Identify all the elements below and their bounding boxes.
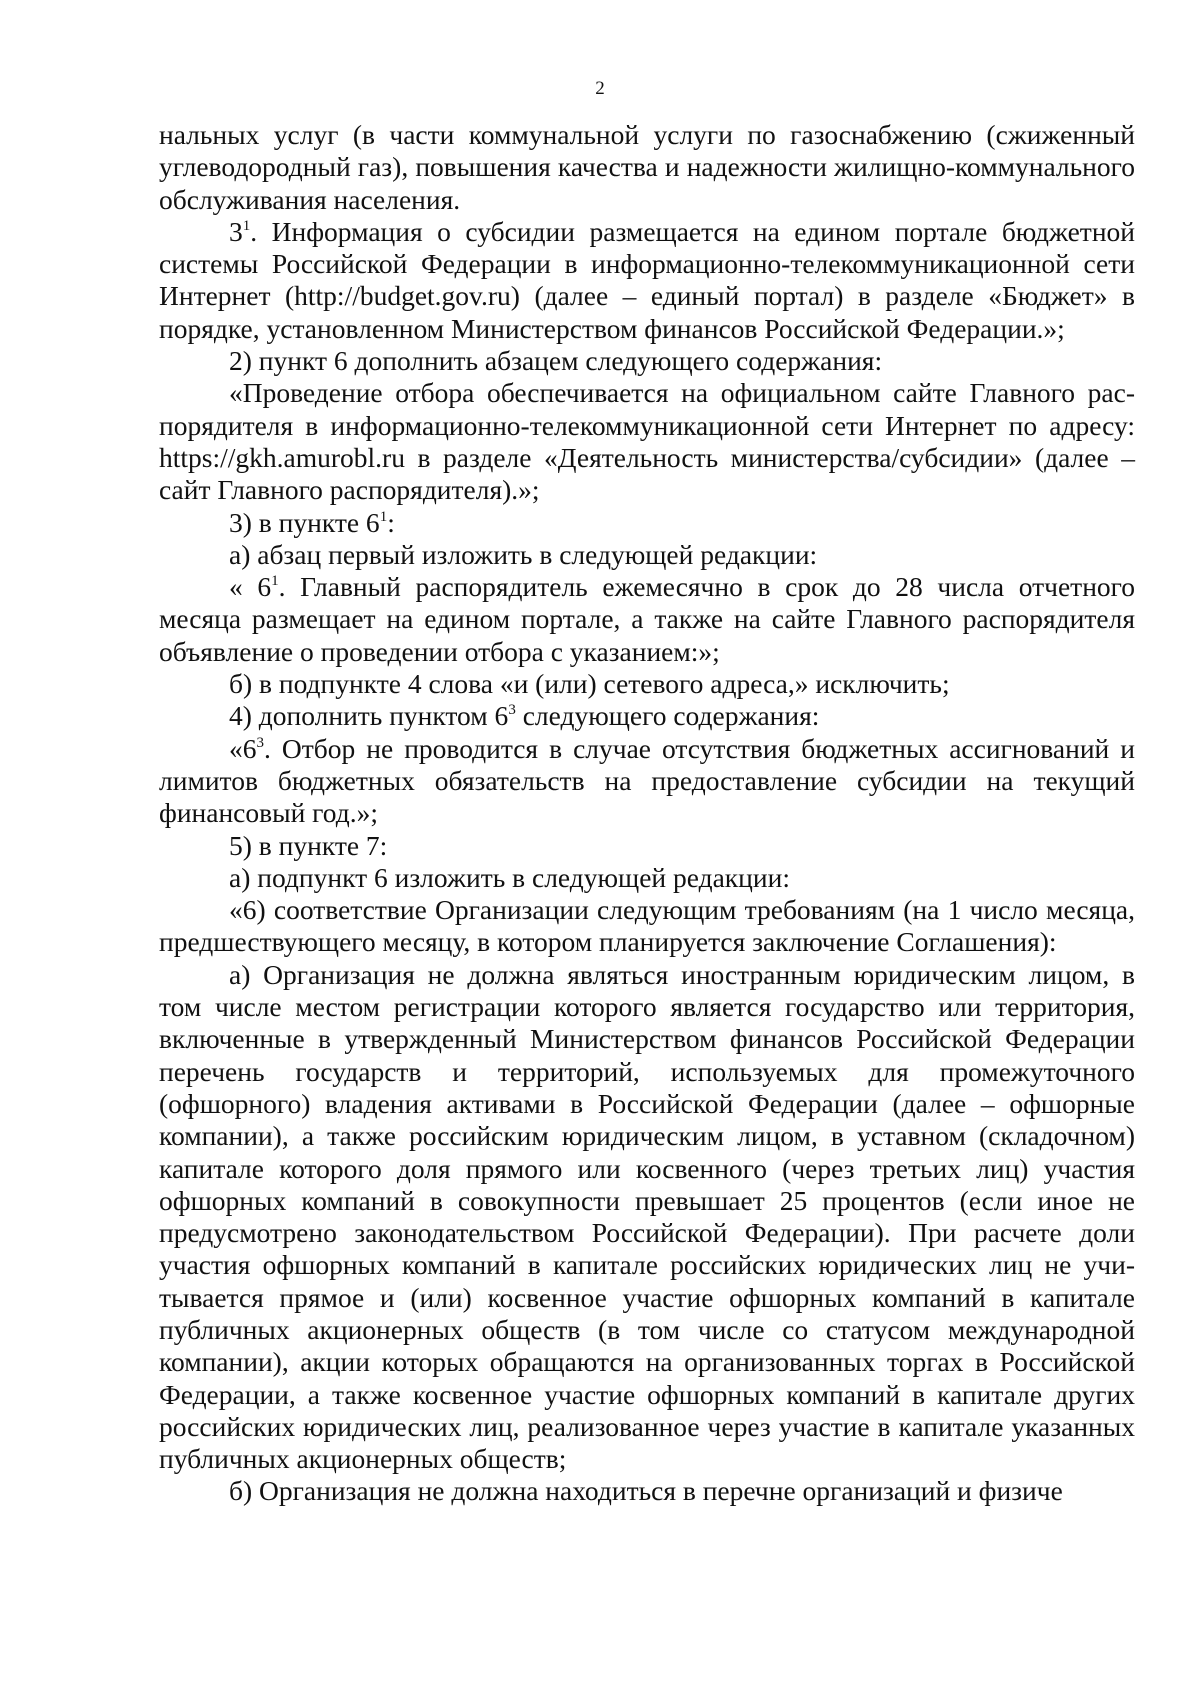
paragraph-continuation: [159, 119, 1135, 216]
paragraph-text: 3: [229, 215, 243, 247]
paragraph-text: «6) соответствие Организации следующим требованиям (на 1 число месяца, предшествующего месяцу, в котором планируется заключение Соглашения):: [159, 894, 1135, 958]
paragraph-subitem-b-2: [159, 1475, 1135, 1507]
paragraph-subitem-a: [159, 539, 1135, 571]
superscript: 3: [256, 734, 264, 751]
document-body: [159, 119, 1135, 1508]
paragraph-text: 5) в пункте 7:: [229, 829, 388, 861]
paragraph-text: :: [387, 506, 395, 538]
paragraph-item-3: [159, 507, 1135, 539]
superscript: 1: [271, 573, 279, 590]
paragraph-text: а) подпункт 6 изложить в следующей редакции:: [229, 861, 790, 893]
paragraph-subitem-b: [159, 668, 1135, 700]
paragraph-clause-6-1: [159, 571, 1135, 668]
paragraph-text: . Информация о субсидии размещается на едином портале бюджетной системы Российской Федерации в информационно-телекоммуникационной сети Интернет (http://budget.gov.ru) (далее – единый портал) в разделе «Бюджет» в порядке, установленном Министерством финансов Российской Федерации.»;: [159, 215, 1135, 344]
paragraph-text: а) абзац первый изложить в следующей редакции:: [229, 538, 818, 570]
paragraph-text: «6: [229, 732, 257, 764]
paragraph-clause-6-3: [159, 733, 1135, 830]
paragraph-text: 3) в пункте 6: [229, 506, 380, 538]
paragraph-text: а) Организация не должна являться иностранным юридическим лицом, в том числе местом регистрации которого является государство или территория, включенные в утвержденный Министерством финансов Российской Федерации перечень государств и территорий, используемых для промежуточного (офшорного) владения активами в Российской Федерации (далее – офшорные компании), а также российским юридическим лицом, в уставном (складочном) капитале которого доля прямого или косвенного (через третьих лиц) участия офшорных компаний в совокупности превышает 25 процентов (если иное не предусмотрено законодательством Российской Федерации). При расчете доли участия офшорных компаний в капитале российских юридических лиц не учитывается прямое и (или) косвенное участие офшорных компаний в капитале публичных акционерных обществ (в том числе со статусом международной компании), акции которых обращаются на организованных торгах в Российской Федерации, а также косвенное участие офшорных компаний в капитале других российских юридических лиц, реализованное через участие в капитале указанных публичных акционерных обществ;: [159, 958, 1135, 1475]
paragraph-clause-3-1: [159, 216, 1135, 345]
paragraph-requirements: [159, 894, 1135, 959]
superscript: 3: [508, 702, 516, 719]
paragraph-text: 4) дополнить пунктом 6: [229, 700, 509, 732]
superscript: 1: [379, 508, 388, 525]
paragraph-text: . Главный распорядитель ежемесячно в срок до 28 числа отчетного месяца размещает на едином портале, а также на сайте Главного распорядителя объявление о проведении отбора с указанием:»;: [159, 571, 1135, 667]
paragraph-text: б) Организация не должна находиться в перечне организаций и физиче: [229, 1475, 1063, 1507]
paragraph-subitem-a-2: [159, 862, 1135, 894]
paragraph-item-5: [159, 830, 1135, 862]
paragraph-text: следующего содержания:: [515, 700, 820, 732]
superscript: 1: [242, 217, 251, 234]
paragraph-text: «Проведение отбора обеспечивается на официальном сайте Главного распорядителя в информационно-телекоммуникационной сети Интернет по адресу: https://gkh.amurobl.ru в разделе «Деятельность министерства/субсидии» (далее – сайт Главного распорядителя).»;: [159, 377, 1135, 506]
paragraph-text: б) в подпункте 4 слова «и (или) сетевого адреса,» исключить;: [229, 668, 950, 700]
paragraph-text: нальных услуг (в части коммунальной услуги по газоснабжению (сжиженный углеводородный газ), повышения качества и надежности жилищно-коммунального обслуживания населения.: [159, 119, 1135, 215]
paragraph-selection-site: [159, 377, 1135, 506]
paragraph-text: 2) пункт 6 дополнить абзацем следующего содержания:: [229, 345, 883, 377]
paragraph-item-4: [159, 700, 1135, 732]
paragraph-text: « 6: [229, 571, 272, 603]
paragraph-item-2: [159, 345, 1135, 377]
paragraph-text: . Отбор не проводится в случае отсутствия бюджетных ассигнований и лимитов бюджетных обязательств на предоставление субсидии на текущий финансовый год.»;: [159, 732, 1135, 829]
page-number: 2: [595, 78, 605, 99]
paragraph-offshore: [159, 959, 1135, 1476]
